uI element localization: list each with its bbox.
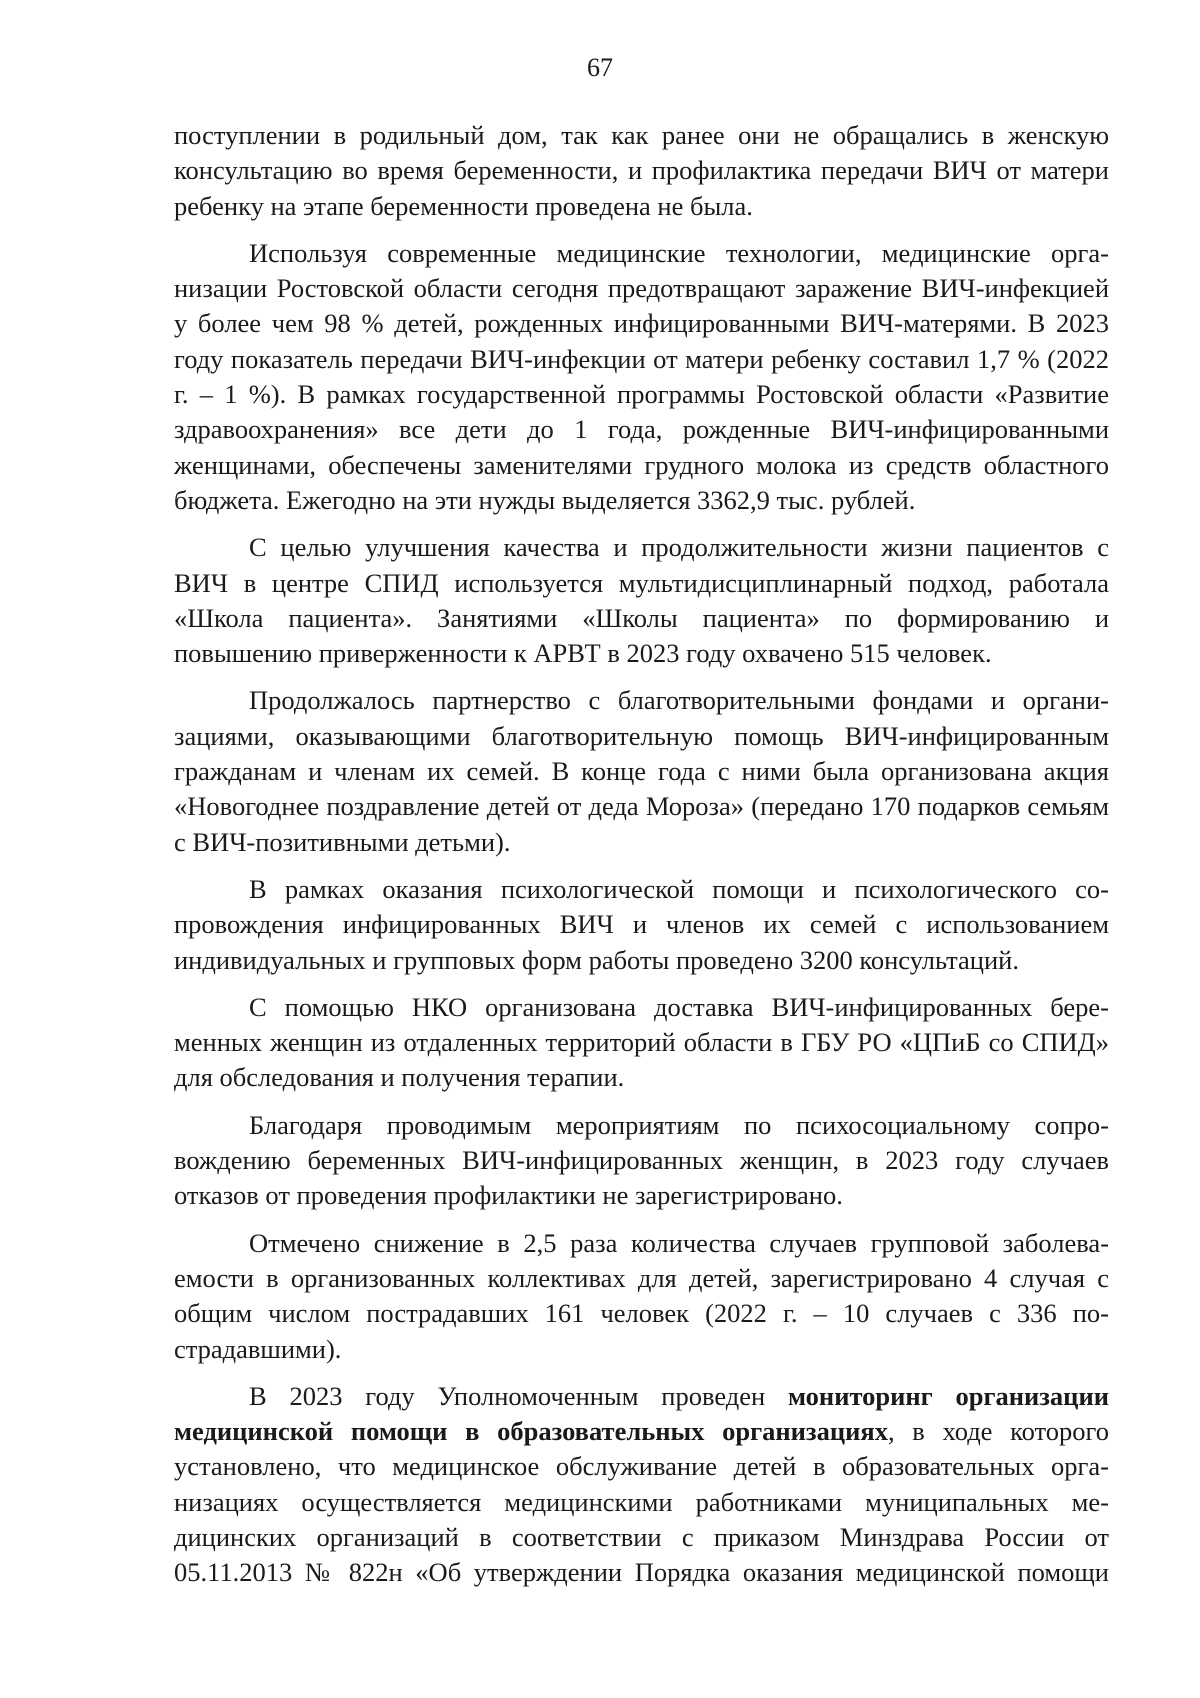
paragraph-continued: поступлении в родильный дом, так как ранее они не обращались в женскую консультацию во время беременности, и профилактика передачи ВИЧ от матери ребенку на этапе беременности проведена не была. [174,120,1109,221]
paragraph-nko-delivery: С помощью НКО организована доставка ВИЧ-инфицированных беременных женщин из отдаленных территорий области в ГБУ РО «ЦПиБ со СПИД» для обследования и получения терапии. [174,991,1109,1093]
paragraph-monitoring-lead: В 2023 году Уполномоченным проведен [249,1380,788,1411]
paragraph-psychosocial-support: Благодаря проводимым мероприятиям по психосоциальному сопровождению беременных ВИЧ-инфицированных женщин, в 2023 году случаев отказов от проведения профилактики не зарегистрировано. [174,1109,1109,1211]
paragraph-monitoring-rest: , в ходе которого установлено, что медицинское обслуживание детей в образовательных организациях осуществляется медицинскими работниками муниципальных медицинских организаций в соответствии с приказом Минздрава России от 05.11.2013 № 822н «Об утверждении Порядка оказания медицинской помощи [174,1416,1109,1588]
paragraph-psychological-help: В рамках оказания психологической помощи и психологического сопровождения инфицированных ВИЧ и членов их семей с использованием индивидуальных и групповых форм работы проведено 3200 консультаций. [174,873,1109,975]
paragraph-group-morbidity: Отмечено снижение в 2,5 раза количества случаев групповой заболеваемости в организованных коллективах для детей, зарегистрировано 4 случая с общим числом пострадавших 161 человек (2022 г. – 10 случаев с 336 пострадавшими). [174,1227,1109,1364]
paragraph-monitoring-bold: мониторинг организации медицинской помощи в образовательных организациях [174,1380,1109,1447]
paragraph-charity-partnership: Продолжалось партнерство с благотворительными фондами и организациями, оказывающими благотворительную помощь ВИЧ-инфицированным гражданам и членам их семей. В конце года с ними была организована акция «Новогоднее поздравление детей от деда Мороза» (передано 170 подарков семьям с ВИЧ-позитивными детьми). [174,685,1109,857]
paragraph-monitoring [174,1379,1109,1591]
paragraph-hiv-prevention: Используя современные медицинские технологии, медицинские организации Ростовской области сегодня предотвращают заражение ВИЧ-инфекцией у более чем 98 % детей, рожденных инфицированными ВИЧ-матерями. В 2023 году показатель передачи ВИЧ-инфекции от матери ребенку составил 1,7 % (2022 г. – 1 %). В рамках государственной программы Ростовской области «Развитие здравоохранения» все дети до 1 года, рожденные ВИЧ-инфицированными женщинами, обеспечены заменителями грудного молока из средств областного бюджета. Ежегодно на эти нужды выделяется 3362,9 тыс. рублей. [174,237,1109,515]
document-body [174,118,1109,1591]
paragraph-patient-school: С целью улучшения качества и продолжительности жизни пациентов с ВИЧ в центре СПИД используется мультидисциплинарный подход, работала «Школа пациента». Занятиями «Школы пациента» по формированию и повышению приверженности к АРВТ в 2023 году охвачено 515 человек. [174,532,1109,669]
page-number: 67 [587,53,613,82]
